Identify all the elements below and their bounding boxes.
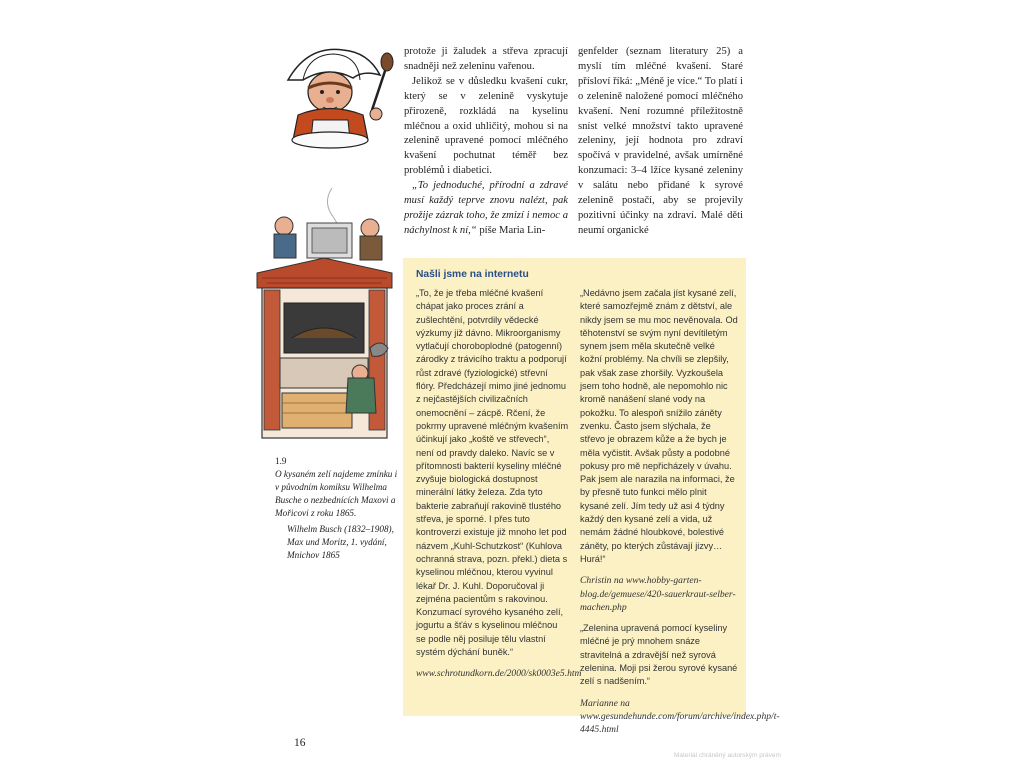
copyright-watermark: Materiál chráněný autorským právem [674,752,781,759]
paragraph: protože ji žaludek a střeva zpracují snadněji než zeleninu vařenou. [404,46,568,72]
paragraph: genfelder (seznam literatury 25) a myslí tím mléčné kvašení. Staré přísloví říká: „Méně je více.“ To platí i o zelenině naložené pomocí mléčného kvašení. Není rozumné příležitostně sníst velké množství takto upravené zeleniny, její hodnota pro zdraví spočívá v pravidelné, avšak umírněné konzumaci: 3–4 lžíce kysané zeleniny v salátu nebo přidané k syrové zelenině postačí, aby se projevily pozitivní účinky na zdraví. Malé děti neumí organické [578,46,743,236]
caption-text: O kysaném zelí najdeme zmínku i v původním komiksu Wilhelma Busche o nezbednících Maxovi a Mořicovi z roku 1865. [275,469,398,518]
text-column-left [404,45,568,239]
woman-with-plate-illustration [268,40,398,155]
paragraph: Jelikož se v důsledku kvašení cukr, který se v zelenině vyskytuje přirozeně, rozkládá na kyselinu mléčnou a oxid uhličitý, mohou si na zelenině upravené pomocí mléčného kvašení pochutnat téměř bez problémů i diabetici. [404,75,568,177]
quote-attribution: píše Maria Lin- [476,224,546,236]
quote-source: Marianne na www.gesundehunde.com/forum/archive/index.php/t-4445.html [580,697,780,736]
stove-kitchen-illustration [252,178,397,443]
page-number: 16 [294,737,306,749]
quote-text: „Zelenina upravená pomocí kyseliny mléčné je prý mnohem snáze stravitelná a zdravější než syrová zelenina. Moji psi žerou syrové kysané zelí s nadšením.“ [580,623,738,687]
text-column-right [578,45,743,239]
quote-text: „Nedávno jsem začala jíst kysané zelí, které samozřejmě znám z dětství, ale nikdy jsem se mu moc nevěnovala. Od těhotenství se svým nyní devítiletým synem jsem měla skutečně velké kožní problémy. Na chvíli se zlepšily, pak však zase zhoršily. Vyzkoušela jsem toho hodně, ale nepomohlo nic kromě nanášení slané vody na pokožku. To alespoň snížilo záněty zvenku. Často jsem slýchala, že střevo je obrazem kůže a že bych je měla vyčistit. Avšak půsty a podobné pokusy pro mě nepřicházely v úvahu. Pak jsem ale narazila na informaci, že by přesně tuto funkci mělo plnit kysané zelí. Jím tedy už asi 4 týdny každý den kysané zelí a vida, už nemám žádné hloubkové, bolestivé záněty, po kterých zůstávají jizvy… Hurá!“ [580,288,738,564]
internet-quotes-box [403,258,780,736]
figure-number: 1.9 [275,456,287,466]
quote-text: „To, že je třeba mléčné kvašení chápat jako proces zrání a zušlechtění, potvrdily vědecké výzkumy již dávno. Mikroorganismy vytlačují choroboplodné (patogenní) zárodky z trávicího traktu a podporují růst zdravé (fyziologické) střevní flóry. Předcházejí mimo jiné jednomu z nejčastějších civilizačních onemocnění – zácpě. Rčení, že pokrmy upravené mléčným kvašením účinkují jako „koště ve střevech“, není od pravdy daleko. Navíc se v přítomnosti bakterií kyseliny mléčné zvyšuje biologická dostupnost minerální látky železa. Zda tyto bakterie zabraňují rakovině tlustého střeva, je sporné. I přes tuto kontroverzi existuje již mnoho let pod názvem „Kuhl-Schutzkost“ (Kuhlova ochranná strava, pozn. překl.) dieta s kyselinou mléčnou, kterou vyvinul lékař Dr. J. Kuhl. Doporučoval ji zejména pacientům s rakovinou. Konzumací syrového kysaného zelí, jogurtu a šťáv s kyselinou mléčnou se podle něj posiluje tělu vlastní systém dýchání buněk.“ [416,288,569,658]
quote-source: Christin na www.hobby-garten-blog.de/gemuese/420-sauerkraut-selber-machen.php [580,575,736,613]
quote-source: www.schrotundkorn.de/2000/sk0003e5.htm [416,668,582,680]
quote-text: „To jednoduché, přírodní a zdravé musí každý teprve znovu nalézt, pak prožije zázrak toho, že zmizí i nemoc a náchylnost k ní,“ [404,180,568,236]
quote-paragraph [404,179,568,239]
caption-credit: Wilhelm Busch (1832–1908), Max und Moritz, 1. vydání, Mnichov 1865 [287,524,394,560]
box-column-left [416,287,582,689]
box-column-right [580,287,780,745]
figure-caption [275,455,400,562]
box-title: Našli jsme na internetu [416,269,529,280]
